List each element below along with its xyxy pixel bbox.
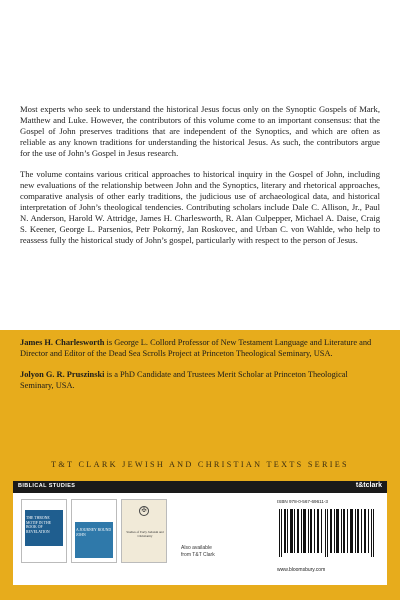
publisher-logo: t&tclark bbox=[355, 482, 382, 489]
book-title-3: Studies of Early Judaism and Christianity bbox=[126, 530, 164, 538]
author-name-2: Jolyon G. R. Pruszinski bbox=[20, 370, 105, 379]
emblem-icon: ✠ bbox=[139, 506, 149, 516]
book-thumbnail-3 bbox=[121, 499, 167, 563]
book-thumbnail-2 bbox=[71, 499, 117, 563]
blurb-paragraph-2: The volume contains various critical approaches to historical inquiry in the Gospel of John, including new evaluations of the relationship between John and the Synoptics, literary and rhetorical approaches, comparative analysis of other early traditions, the judicious use of archaeological data, and historical interpretation of John’s theological tendencies. Contributing scholars include Dale C. Allison, Jr., Paul N. Anderson, Harold W. Attridge, James H. Charlesworth, R. Alan Culpepper, Michael A. Daise, Craig S. Keener, George L. Parsenios, Petr Pokorný, Jan Roskovec, and Urban C. von Wahlde, who help to reassess fully the historical study of John’s gospel, particularly with respect to the person of Jesus. bbox=[20, 169, 380, 245]
book-thumbnail-1 bbox=[21, 499, 67, 563]
also-available-line-1: Also available bbox=[181, 545, 212, 551]
ad-panel bbox=[13, 493, 387, 585]
book-title-1: THE THRONE MOTIF IN THE BOOK OF REVELATION bbox=[26, 516, 52, 534]
barcode-icon bbox=[275, 507, 381, 563]
author-text-2: is a PhD Candidate and Trustees Merit Scholar at Princeton Theological Seminary, USA. bbox=[20, 370, 348, 390]
author-bio-1 bbox=[20, 338, 380, 359]
series-title: T&T CLARK JEWISH AND CHRISTIAN TEXTS SERIES bbox=[51, 460, 349, 469]
also-available bbox=[181, 545, 215, 558]
category-label: BIBLICAL STUDIES bbox=[18, 483, 76, 489]
isbn-label: ISBN 978-0-567-69611-3 bbox=[277, 499, 328, 504]
website-link: www.bloomsbury.com bbox=[277, 567, 326, 573]
author-bio-2 bbox=[20, 370, 380, 391]
also-available-line-2: from T&T Clark bbox=[181, 551, 215, 558]
author-text-1: is George L. Collord Professor of New Testament Language and Literature and Director and Editor of the Dead Sea Scrolls Project at Princeton Theological Seminary, USA. bbox=[20, 338, 372, 358]
author-name-1: James H. Charlesworth bbox=[20, 338, 105, 347]
blurb-paragraph-1: Most experts who seek to understand the historical Jesus focus only on the Synoptic Gospels of Mark, Matthew and Luke. However, the contributors of this volume come to an important consensus: that the Gospel of John preserves traditions that are independent of the Synoptics, and which are often as reliable as any known traditions for understanding the historical Jesus. As such, the contributors argue for the use of John’s Gospel in Jesus research. bbox=[20, 104, 380, 158]
book-title-2: A JOURNEY ROUND JOHN bbox=[76, 528, 112, 537]
blurb bbox=[20, 104, 380, 256]
category-bar bbox=[13, 481, 387, 493]
